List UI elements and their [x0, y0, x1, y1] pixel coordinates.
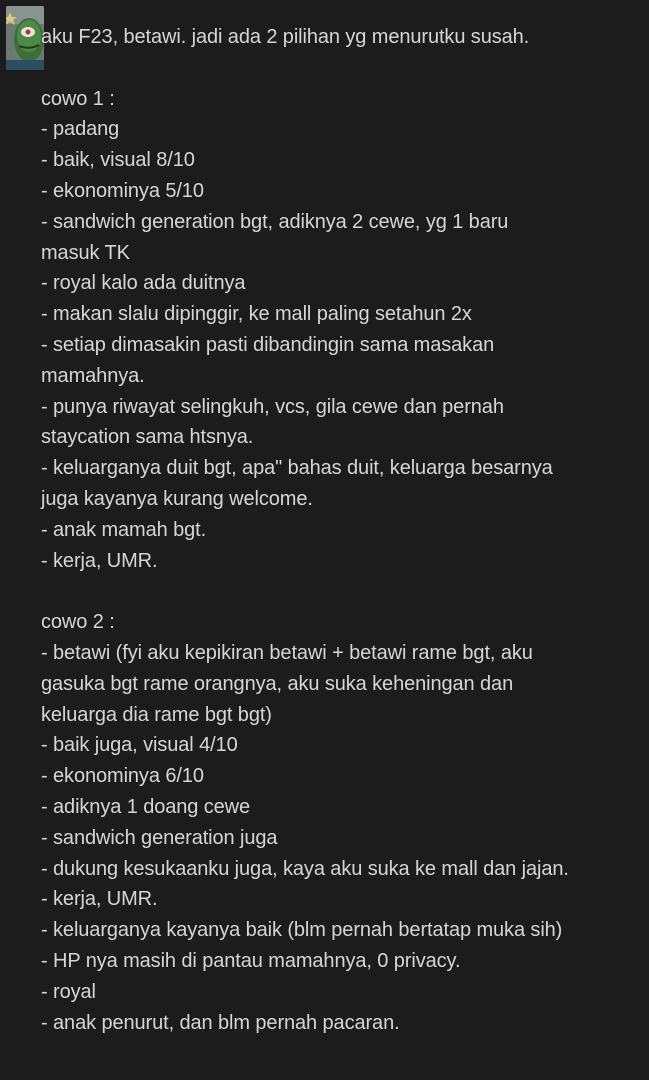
paragraph-gap: [41, 53, 641, 84]
cowo-2-line: - keluarganya kayanya baik (blm pernah bertatap muka sih): [41, 919, 563, 942]
cowo-1-line: - baik, visual 8/10: [41, 149, 195, 172]
cowo-2-line: - HP nya masih di pantau mamahnya, 0 privacy.: [41, 949, 461, 972]
cowo-1-line: - royal kalo ada duitnya: [41, 272, 246, 295]
section-heading-cowo-1: cowo 1 :: [41, 87, 115, 110]
cowo-1-line: - sandwich generation bgt, adiknya 2 cewe, yg 1 baru: [41, 210, 509, 233]
cowo-2-line: gasuka bgt rame orangnya, aku suka keheningan dan: [41, 672, 514, 695]
cowo-2-line: - betawi (fyi aku kepikiran betawi + betawi rame bgt, aku: [41, 641, 533, 664]
cowo-1-line: masuk TK: [41, 241, 130, 264]
cowo-2-line: - anak penurut, dan blm pernah pacaran.: [41, 1011, 400, 1034]
cowo-1-line: - keluarganya duit bgt, apa" bahas duit, keluarga besarnya: [41, 457, 553, 480]
paragraph-gap: [41, 576, 641, 607]
section-heading-cowo-2: cowo 2 :: [41, 611, 115, 634]
cowo-2-line: - baik juga, visual 4/10: [41, 734, 238, 757]
cowo-2-line: - dukung kesukaanku juga, kaya aku suka ke mall dan jajan.: [41, 857, 569, 880]
cowo-1-line: juga kayanya kurang welcome.: [41, 487, 313, 510]
post-body: [41, 22, 641, 1038]
avatar[interactable]: [6, 6, 44, 70]
cowo-2-line: - ekonominya 6/10: [41, 765, 204, 788]
cowo-1-line: - ekonominya 5/10: [41, 179, 204, 202]
cowo-1-line: staycation sama htsnya.: [41, 426, 254, 449]
cowo-1-line: mamahnya.: [41, 364, 145, 387]
cowo-1-line: - punya riwayat selingkuh, vcs, gila cewe dan pernah: [41, 395, 504, 418]
plankton-avatar-icon: [6, 6, 44, 70]
post-intro: aku F23, betawi. jadi ada 2 pilihan yg menurutku susah.: [41, 26, 530, 48]
cowo-2-line: - royal: [41, 980, 96, 1003]
cowo-2-line: - kerja, UMR.: [41, 888, 158, 911]
cowo-1-line: - anak mamah bgt.: [41, 518, 207, 541]
cowo-1-line: - kerja, UMR.: [41, 549, 158, 572]
cowo-2-line: - sandwich generation juga: [41, 826, 278, 849]
cowo-1-line: - padang: [41, 118, 120, 141]
cowo-2-line: keluarga dia rame bgt bgt): [41, 703, 272, 726]
cowo-1-line: - makan slalu dipinggir, ke mall paling setahun 2x: [41, 303, 472, 326]
cowo-2-line: - adiknya 1 doang cewe: [41, 795, 251, 818]
cowo-1-line: - setiap dimasakin pasti dibandingin sama masakan: [41, 333, 495, 356]
